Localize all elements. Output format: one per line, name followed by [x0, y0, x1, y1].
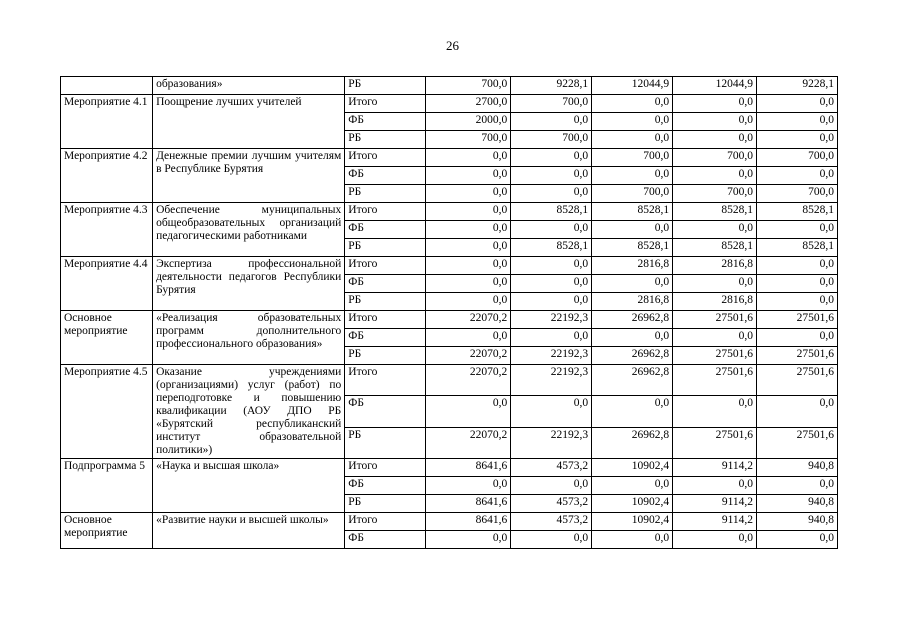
amount-cell: 0,0 — [757, 293, 838, 311]
amount-cell: 8528,1 — [592, 239, 673, 257]
amount-cell: 0,0 — [592, 167, 673, 185]
funding-source-cell: ФБ — [345, 329, 426, 347]
amount-cell: 2816,8 — [673, 293, 757, 311]
amount-cell: 2000,0 — [426, 113, 511, 131]
amount-cell: 12044,9 — [673, 77, 757, 95]
amount-cell: 12044,9 — [592, 77, 673, 95]
amount-cell: 27501,6 — [757, 347, 838, 365]
amount-cell: 2700,0 — [426, 95, 511, 113]
amount-cell: 0,0 — [511, 221, 592, 239]
amount-cell: 0,0 — [592, 113, 673, 131]
amount-cell: 9114,2 — [673, 513, 757, 531]
amount-cell: 9114,2 — [673, 495, 757, 513]
amount-cell: 0,0 — [426, 221, 511, 239]
item-name-cell — [61, 77, 153, 95]
funding-source-cell: Итого — [345, 513, 426, 531]
amount-cell: 700,0 — [757, 185, 838, 203]
amount-cell: 9228,1 — [511, 77, 592, 95]
amount-cell: 0,0 — [757, 257, 838, 275]
amount-cell: 0,0 — [673, 167, 757, 185]
item-name-cell: Мероприятие 4.3 — [61, 203, 153, 257]
amount-cell: 0,0 — [592, 531, 673, 549]
table-row — [61, 77, 838, 95]
item-description-cell: Экспертиза профессиональной деятельности педагогов Республики Бурятия — [153, 257, 345, 311]
amount-cell: 8528,1 — [511, 239, 592, 257]
amount-cell: 0,0 — [757, 221, 838, 239]
amount-cell: 0,0 — [673, 329, 757, 347]
funding-source-cell: ФБ — [345, 396, 426, 427]
amount-cell: 9228,1 — [757, 77, 838, 95]
funding-source-cell: ФБ — [345, 275, 426, 293]
amount-cell: 700,0 — [511, 95, 592, 113]
amount-cell: 0,0 — [757, 531, 838, 549]
amount-cell: 22192,3 — [511, 427, 592, 458]
amount-cell: 2816,8 — [592, 293, 673, 311]
amount-cell: 26962,8 — [592, 311, 673, 329]
table-row — [61, 203, 838, 221]
amount-cell: 0,0 — [757, 275, 838, 293]
amount-cell: 4573,2 — [511, 459, 592, 477]
item-name-cell: Мероприятие 4.5 — [61, 365, 153, 459]
amount-cell: 700,0 — [673, 149, 757, 167]
funding-source-cell: РБ — [345, 347, 426, 365]
item-name-cell: Мероприятие 4.1 — [61, 95, 153, 149]
amount-cell: 22070,2 — [426, 311, 511, 329]
funding-source-cell: ФБ — [345, 531, 426, 549]
amount-cell: 27501,6 — [673, 365, 757, 396]
amount-cell: 27501,6 — [673, 311, 757, 329]
table-row — [61, 365, 838, 396]
amount-cell: 700,0 — [592, 185, 673, 203]
amount-cell: 0,0 — [673, 396, 757, 427]
item-name-cell: Основное мероприятие — [61, 311, 153, 365]
amount-cell: 0,0 — [426, 203, 511, 221]
amount-cell: 26962,8 — [592, 347, 673, 365]
amount-cell: 8528,1 — [757, 239, 838, 257]
amount-cell: 10902,4 — [592, 495, 673, 513]
funding-source-cell: Итого — [345, 257, 426, 275]
amount-cell: 22070,2 — [426, 365, 511, 396]
amount-cell: 700,0 — [511, 131, 592, 149]
amount-cell: 0,0 — [592, 396, 673, 427]
amount-cell: 0,0 — [511, 477, 592, 495]
funding-source-cell: Итого — [345, 149, 426, 167]
funding-source-cell: РБ — [345, 239, 426, 257]
amount-cell: 0,0 — [511, 531, 592, 549]
amount-cell: 2816,8 — [592, 257, 673, 275]
funding-source-cell: РБ — [345, 495, 426, 513]
amount-cell: 0,0 — [673, 113, 757, 131]
amount-cell: 0,0 — [592, 95, 673, 113]
amount-cell: 9114,2 — [673, 459, 757, 477]
item-name-cell: Мероприятие 4.2 — [61, 149, 153, 203]
amount-cell: 22192,3 — [511, 347, 592, 365]
table-row — [61, 95, 838, 113]
amount-cell: 700,0 — [673, 185, 757, 203]
amount-cell: 0,0 — [511, 396, 592, 427]
item-description-cell: образования» — [153, 77, 345, 95]
amount-cell: 0,0 — [673, 275, 757, 293]
item-description-cell: Денежные премии лучшим учителям в Республике Бурятия — [153, 149, 345, 203]
amount-cell: 0,0 — [426, 275, 511, 293]
amount-cell: 0,0 — [673, 131, 757, 149]
funding-source-cell: РБ — [345, 131, 426, 149]
amount-cell: 0,0 — [511, 293, 592, 311]
amount-cell: 4573,2 — [511, 495, 592, 513]
amount-cell: 0,0 — [757, 95, 838, 113]
item-name-cell: Мероприятие 4.4 — [61, 257, 153, 311]
amount-cell: 0,0 — [511, 275, 592, 293]
amount-cell: 0,0 — [757, 167, 838, 185]
table-row — [61, 149, 838, 167]
amount-cell: 940,8 — [757, 459, 838, 477]
amount-cell: 700,0 — [592, 149, 673, 167]
amount-cell: 0,0 — [426, 293, 511, 311]
amount-cell: 700,0 — [426, 131, 511, 149]
amount-cell: 8641,6 — [426, 459, 511, 477]
amount-cell: 0,0 — [673, 531, 757, 549]
amount-cell: 8528,1 — [673, 239, 757, 257]
amount-cell: 0,0 — [673, 477, 757, 495]
amount-cell: 2816,8 — [673, 257, 757, 275]
amount-cell: 0,0 — [511, 113, 592, 131]
amount-cell: 940,8 — [757, 513, 838, 531]
amount-cell: 0,0 — [757, 477, 838, 495]
amount-cell: 0,0 — [757, 113, 838, 131]
amount-cell: 27501,6 — [673, 427, 757, 458]
amount-cell: 0,0 — [592, 275, 673, 293]
amount-cell: 8528,1 — [673, 203, 757, 221]
amount-cell: 700,0 — [757, 149, 838, 167]
amount-cell: 0,0 — [511, 167, 592, 185]
amount-cell: 0,0 — [511, 185, 592, 203]
amount-cell: 26962,8 — [592, 427, 673, 458]
funding-source-cell: Итого — [345, 95, 426, 113]
item-name-cell: Подпрограмма 5 — [61, 459, 153, 513]
amount-cell: 0,0 — [592, 329, 673, 347]
amount-cell: 0,0 — [426, 167, 511, 185]
funding-source-cell: РБ — [345, 427, 426, 458]
amount-cell: 0,0 — [757, 396, 838, 427]
page-number: 26 — [446, 38, 459, 53]
amount-cell: 4573,2 — [511, 513, 592, 531]
funding-source-cell: Итого — [345, 459, 426, 477]
amount-cell: 8528,1 — [757, 203, 838, 221]
amount-cell: 0,0 — [592, 477, 673, 495]
amount-cell: 10902,4 — [592, 513, 673, 531]
amount-cell: 0,0 — [511, 329, 592, 347]
funding-source-cell: РБ — [345, 185, 426, 203]
amount-cell: 8528,1 — [511, 203, 592, 221]
amount-cell: 0,0 — [673, 95, 757, 113]
item-description-cell: Оказание учреждениями (организациями) услуг (работ) по переподготовке и повышению квалификации (АОУ ДПО РБ «Бурятский республиканский институт образовательной политики») — [153, 365, 345, 459]
amount-cell: 27501,6 — [757, 311, 838, 329]
amount-cell: 0,0 — [426, 257, 511, 275]
funding-source-cell: ФБ — [345, 221, 426, 239]
amount-cell: 22070,2 — [426, 427, 511, 458]
budget-table — [60, 76, 838, 549]
amount-cell: 10902,4 — [592, 459, 673, 477]
amount-cell: 0,0 — [426, 531, 511, 549]
table-row — [61, 311, 838, 329]
table-row — [61, 257, 838, 275]
amount-cell: 0,0 — [592, 221, 673, 239]
amount-cell: 0,0 — [511, 257, 592, 275]
amount-cell: 22192,3 — [511, 365, 592, 396]
item-description-cell: Поощрение лучших учителей — [153, 95, 345, 149]
funding-source-cell: РБ — [345, 293, 426, 311]
amount-cell: 8641,6 — [426, 513, 511, 531]
item-description-cell: «Наука и высшая школа» — [153, 459, 345, 513]
funding-source-cell: ФБ — [345, 477, 426, 495]
funding-source-cell: Итого — [345, 365, 426, 396]
amount-cell: 0,0 — [592, 131, 673, 149]
amount-cell: 22070,2 — [426, 347, 511, 365]
item-description-cell: «Развитие науки и высшей школы» — [153, 513, 345, 549]
amount-cell: 0,0 — [757, 329, 838, 347]
amount-cell: 8641,6 — [426, 495, 511, 513]
amount-cell: 0,0 — [426, 185, 511, 203]
amount-cell: 0,0 — [426, 149, 511, 167]
amount-cell: 0,0 — [673, 221, 757, 239]
amount-cell: 0,0 — [426, 239, 511, 257]
funding-source-cell: Итого — [345, 311, 426, 329]
amount-cell: 940,8 — [757, 495, 838, 513]
amount-cell: 0,0 — [757, 131, 838, 149]
amount-cell: 0,0 — [511, 149, 592, 167]
amount-cell: 0,0 — [426, 396, 511, 427]
funding-source-cell: ФБ — [345, 167, 426, 185]
amount-cell: 22192,3 — [511, 311, 592, 329]
table-row — [61, 513, 838, 531]
amount-cell: 0,0 — [426, 329, 511, 347]
funding-source-cell: Итого — [345, 203, 426, 221]
table-row — [61, 459, 838, 477]
amount-cell: 26962,8 — [592, 365, 673, 396]
amount-cell: 27501,6 — [757, 427, 838, 458]
amount-cell: 27501,6 — [673, 347, 757, 365]
amount-cell: 8528,1 — [592, 203, 673, 221]
item-description-cell: Обеспечение муниципальных общеобразовательных организаций педагогическими работниками — [153, 203, 345, 257]
amount-cell: 0,0 — [426, 477, 511, 495]
funding-source-cell: РБ — [345, 77, 426, 95]
funding-source-cell: ФБ — [345, 113, 426, 131]
amount-cell: 27501,6 — [757, 365, 838, 396]
item-description-cell: «Реализация образовательных программ дополнительного профессионального образования» — [153, 311, 345, 365]
item-name-cell: Основное мероприятие — [61, 513, 153, 549]
amount-cell: 700,0 — [426, 77, 511, 95]
